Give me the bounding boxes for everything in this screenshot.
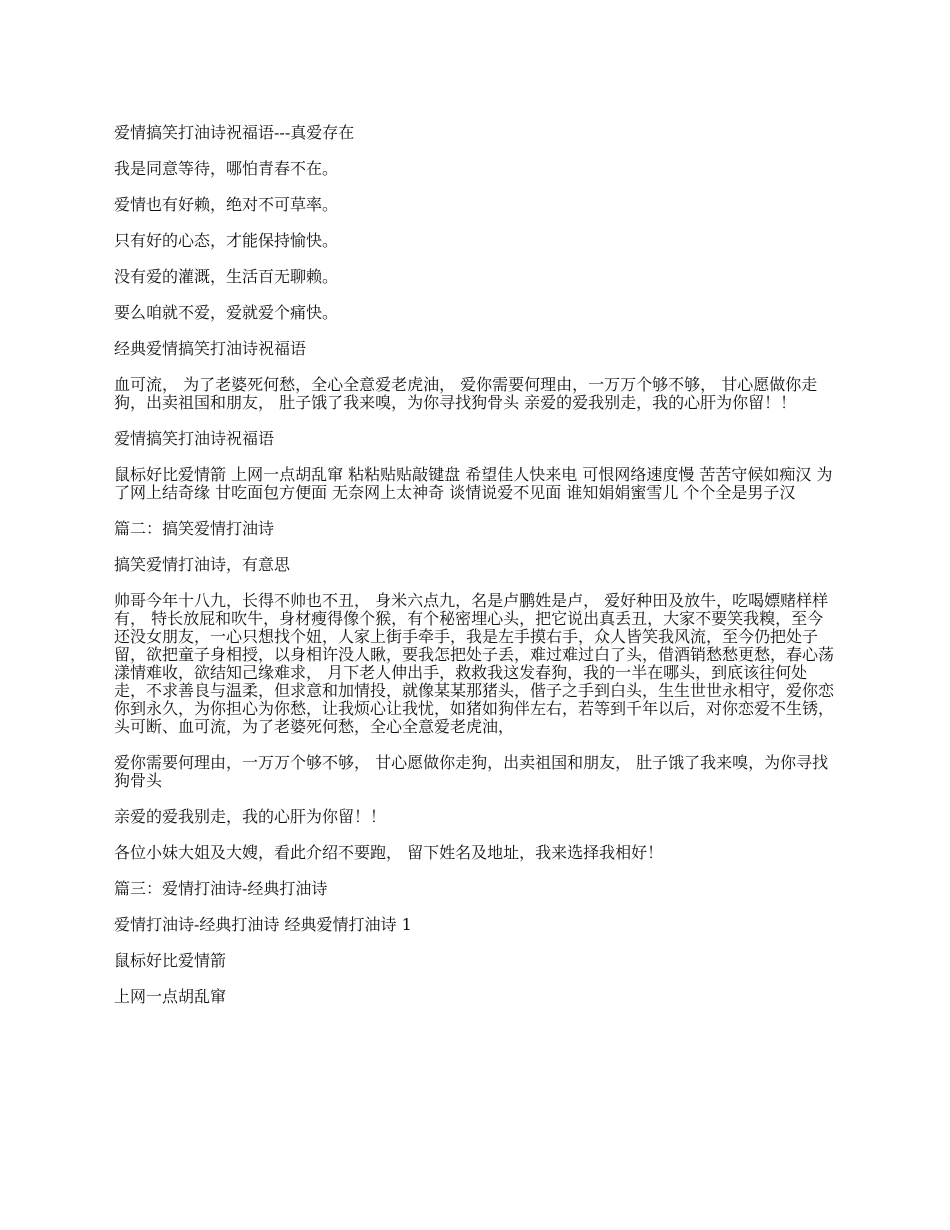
chapter-heading-part-three: 篇三：爱情打油诗-经典打油诗 (114, 879, 328, 898)
document-body (114, 124, 838, 1024)
verse-line: 只有好的心态，才能保持愉快。 (114, 231, 339, 250)
verse-line: 没有爱的灌溉，生活百无聊赖。 (114, 267, 339, 286)
verse-line: 爱情也有好赖，绝对不可草率。 (114, 195, 339, 214)
heading-love-poem-true-love: 爱情搞笑打油诗祝福语---真爱存在 (114, 123, 355, 142)
section-heading: 爱情搞笑打油诗祝福语 (114, 429, 275, 448)
verse-line: 鼠标好比爱情箭 (114, 951, 227, 970)
poem-paragraph: 鼠标好比爱情箭 上网一点胡乱窜 粘粘贴贴敲键盘 希望佳人快来电 可恨网络速度慢 苦苦守候如痴汉 为了网上结奇缘 甘吃面包方便面 无奈网上太神奇 谈情说爱不见面 谁知娟娟蜜雪儿 个个全是男子汉 (114, 465, 833, 502)
verse-line: 亲爱的爱我别走，我的心肝为你留！！ (114, 807, 387, 826)
verse-line: 各位小妹大姐及大嫂，看此介绍不要跑， 留下姓名及地址，我来选择我相好！ (114, 843, 664, 862)
section-heading: 爱情打油诗-经典打油诗 经典爱情打油诗 1 (114, 915, 412, 934)
verse-line: 要么咱就不爱，爱就爱个痛快。 (114, 303, 339, 322)
section-heading: 搞笑爱情打油诗，有意思 (114, 555, 291, 574)
poem-paragraph: 帅哥今年十八九，长得不帅也不丑， 身米六点九，名是卢鹏姓是卢， 爱好种田及放牛，吃喝嫖赌样样有， 特长放屁和吹牛，身材瘦得像个猴，有个秘密埋心头，把它说出真丢丑，大家不要笑我糗，至今还没女朋友，一心只想找个妞，人家上街手牵手，我是左手摸右手，众人皆笑我风流，至今仍把处子留，欲把童子身相授，以身相许没人瞅，要我怎把处子丢，难过难过白了头，借酒销愁愁更愁，春心荡漾情难收，欲结知己缘难求， 月下老人伸出手，救救我这发春狗，我的一半在哪头，到底该往何处走，不求善良与温柔，但求意和加情投，就像某某那猪头，偕子之手到白头，生生世世永相守，爱你恋你到永久，为你担心为你愁，让我烦心让我忧，如猪如狗伴左右，若等到千年以后，对你恋爱不生锈，头可断、血可流，为了老婆死何愁，全心全意爱老虎油， (114, 591, 835, 736)
verse-line: 我是同意等待，哪怕青春不在。 (114, 159, 339, 178)
verse-line: 上网一点胡乱窜 (114, 987, 227, 1006)
section-heading: 经典爱情搞笑打油诗祝福语 (114, 339, 307, 358)
poem-paragraph: 爱你需要何理由，一万万个够不够， 甘心愿做你走狗，出卖祖国和朋友， 肚子饿了我来嗅，为你寻找狗骨头 (114, 753, 829, 790)
chapter-heading-part-two: 篇二：搞笑爱情打油诗 (114, 519, 275, 538)
poem-paragraph: 血可流， 为了老婆死何愁，全心全意爱老虎油， 爱你需要何理由，一万万个够不够， 甘心愿做你走狗，出卖祖国和朋友， 肚子饿了我来嗅，为你寻找狗骨头 亲爱的爱我别走，我的心肝为你留！！ (114, 375, 818, 412)
